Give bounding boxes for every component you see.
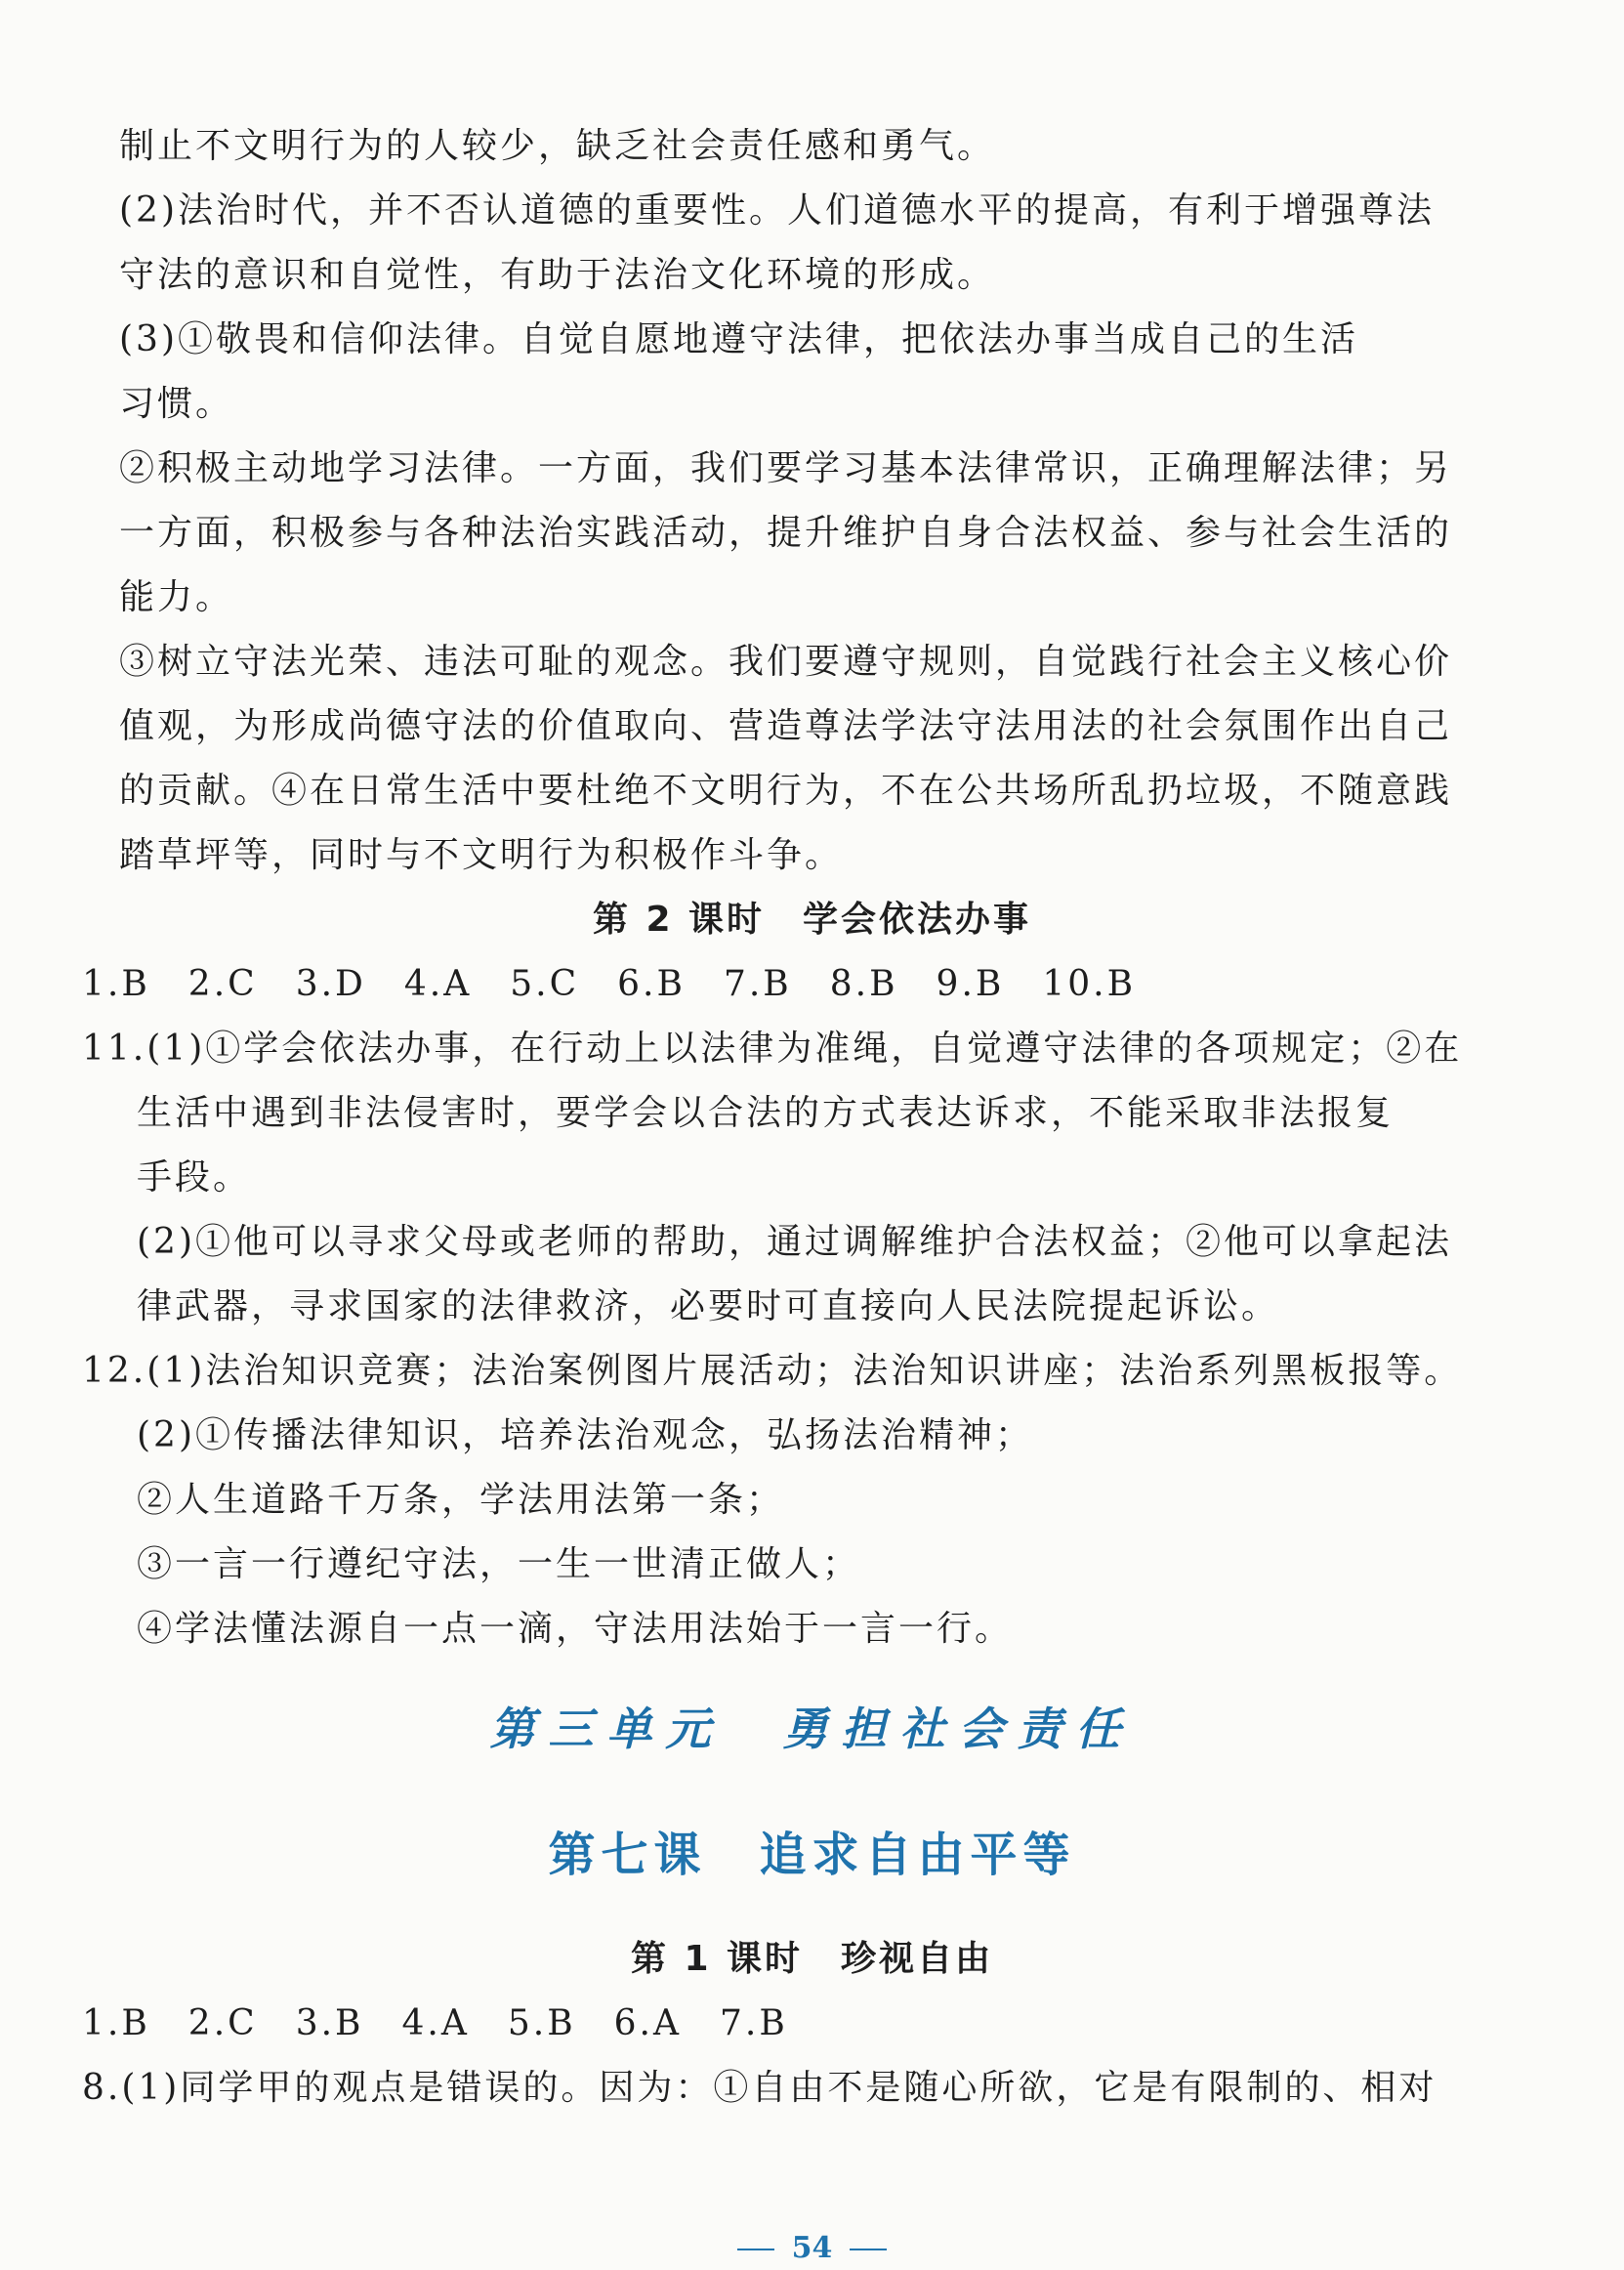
text-line: ②人生道路千万条，学法用法第一条； bbox=[137, 1480, 785, 1520]
text-line: ③一言一行遵纪守法，一生一世清正做人； bbox=[137, 1544, 861, 1584]
lesson-title: 第七课 追求自由平等 bbox=[548, 1828, 1076, 1882]
text-line: 一方面，积极参与各种法治实践活动，提升维护自身合法权益、参与社会生活的 bbox=[119, 513, 1453, 553]
section-title: 第 1 课时 珍视自由 bbox=[630, 1939, 994, 1979]
page-number-footer bbox=[0, 2231, 1624, 2266]
text-line: 11.(1)①学会依法办事，在行动上以法律为准绳，自觉遵守法律的各项规定；②在 bbox=[82, 1029, 1463, 1069]
answer-row: 1.B 2.C 3.D 4.A 5.C 6.B 7.B 8.B 9.B 10.B bbox=[82, 964, 1137, 1004]
text-line: 踏草坪等，同时与不文明行为积极作斗争。 bbox=[119, 835, 844, 875]
text-line: 8.(1)同学甲的观点是错误的。因为：①自由不是随心所欲，它是有限制的、相对 bbox=[82, 2068, 1437, 2108]
text-line: 手段。 bbox=[137, 1157, 252, 1198]
text-line: (2)①传播法律知识，培养法治观念，弘扬法治精神； bbox=[137, 1415, 1033, 1455]
text-line: 生活中遇到非法侵害时，要学会以合法的方式表达诉求，不能采取非法报复 bbox=[137, 1093, 1395, 1133]
text-line: 守法的意识和自觉性，有助于法治文化环境的形成。 bbox=[119, 255, 996, 295]
answer-row: 1.B 2.C 3.B 4.A 5.B 6.A 7.B bbox=[82, 2003, 788, 2043]
text-line: 的贡献。④在日常生活中要杜绝不文明行为，不在公共场所乱扔垃圾，不随意践 bbox=[119, 771, 1453, 811]
text-line: 制止不文明行为的人较少，缺乏社会责任感和勇气。 bbox=[119, 126, 996, 166]
footer-rule-left bbox=[737, 2249, 774, 2250]
footer-rule-right bbox=[850, 2249, 887, 2250]
text-line: (2)法治时代，并不否认道德的重要性。人们道德水平的提高，有利于增强尊法 bbox=[119, 190, 1435, 231]
text-line: ②积极主动地学习法律。一方面，我们要学习基本法律常识，正确理解法律；另 bbox=[119, 448, 1453, 488]
text-line: (3)①敬畏和信仰法律。自觉自愿地遵守法律，把依法办事当成自己的生活 bbox=[119, 319, 1358, 359]
text-line: 能力。 bbox=[119, 577, 234, 617]
text-line: 律武器，寻求国家的法律救济，必要时可直接向人民法院提起诉讼。 bbox=[137, 1286, 1280, 1326]
text-line: (2)①他可以寻求父母或老师的帮助，通过调解维护合法权益；②他可以拿起法 bbox=[137, 1222, 1452, 1262]
text-line: 习惯。 bbox=[119, 384, 234, 424]
text-line: ③树立守法光荣、违法可耻的观念。我们要遵守规则，自觉践行社会主义核心价 bbox=[119, 642, 1453, 682]
section-title: 第 2 课时 学会依法办事 bbox=[592, 900, 1032, 940]
text-line: 12.(1)法治知识竞赛；法治案例图片展活动；法治知识讲座；法治系列黑板报等。 bbox=[82, 1351, 1463, 1391]
unit-title: 第三单元 勇担社会责任 bbox=[489, 1702, 1135, 1755]
page-number: 54 bbox=[791, 2231, 833, 2265]
text-line: 值观，为形成尚德守法的价值取向、营造尊法学法守法用法的社会氛围作出自己 bbox=[119, 706, 1453, 746]
text-line: ④学法懂法源自一点一滴，守法用法始于一言一行。 bbox=[137, 1609, 1014, 1649]
